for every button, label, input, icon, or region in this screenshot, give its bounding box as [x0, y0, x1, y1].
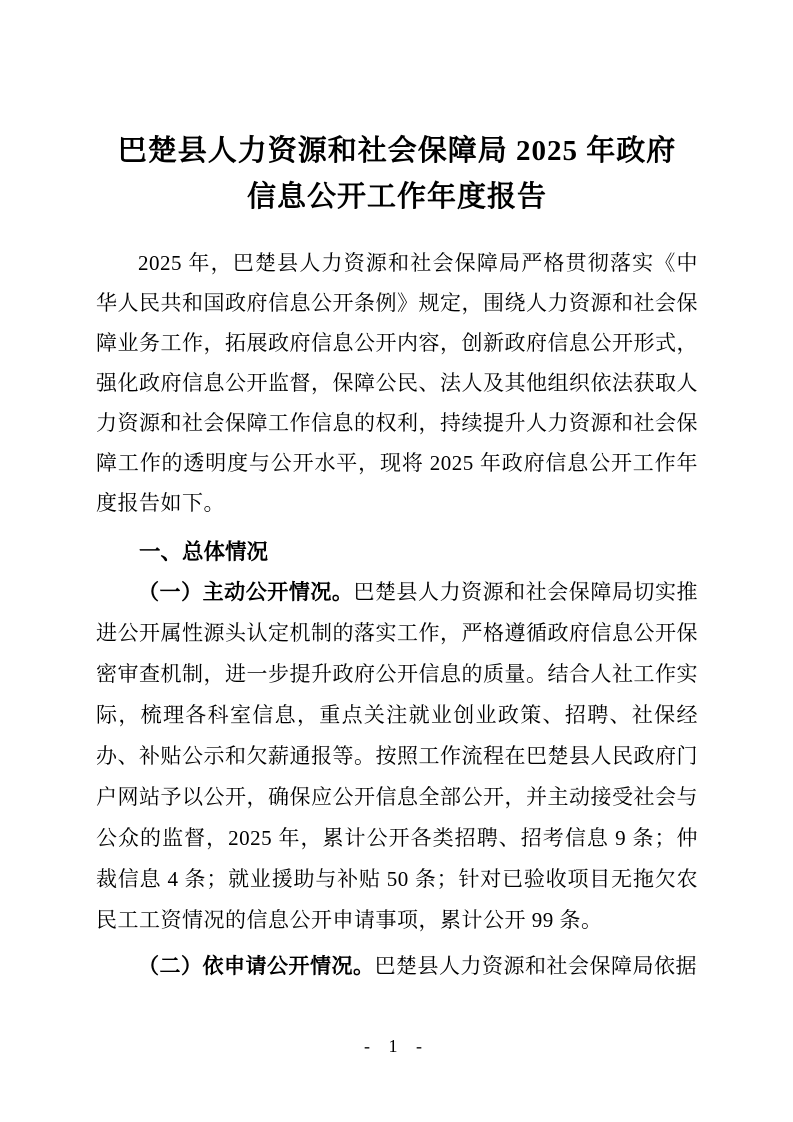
document-title-line-2: 信息公开工作年度报告	[246, 181, 547, 213]
section-1-text: 巴楚县人力资源和社会保障局切实推进公开属性源头认定机制的落实工作，严格遵循政府信息公开保密审查机制，进一步提升政府公开信息的质量。结合人社工作实际，梳理各科室信息，重点关注就业创业政策、招聘、社保经办、补贴公示和欠薪通报等。按照工作流程在巴楚县人民政府门户网站予以公开，确保应公开信息全部公开，并主动接受社会与公众的监督，2025 年，累计公开各类招聘、招考信息 9 条；仲裁信息 4 条；就业援助与补贴 50 条；针对已验收项目无拖欠农民工工资情况的信息公开申请事项，累计公开 99 条。	[96, 580, 699, 932]
document-title	[96, 128, 698, 220]
section-2-lead: （二）依申请公开情况。	[138, 954, 375, 978]
intro-paragraph: 2025 年，巴楚县人力资源和社会保障局严格贯彻落实《中华人民共和国政府信息公开条例》规定，围绕人力资源和社会保障业务工作，拓展政府信息公开内容，创新政府信息公开形式，强化政府信息公开监督，保障公民、法人及其他组织依法获取人力资源和社会保障工作信息的权利，持续提升人力资源和社会保障工作的透明度与公开水平，现将 2025 年政府信息公开工作年度报告如下。	[96, 251, 698, 515]
section-2-text: 巴楚县人力资源和社会保障局依据	[374, 954, 697, 978]
section-1-lead: （一）主动公开情况。	[138, 580, 354, 604]
document-title-line-1: 巴楚县人力资源和社会保障局 2025 年政府	[117, 135, 677, 167]
page-number: - 1 -	[364, 1036, 429, 1056]
paragraph-section-1	[96, 572, 698, 941]
page-content	[96, 0, 698, 987]
paragraph-section-2	[96, 946, 698, 987]
section-heading-overall: 一、总体情况	[139, 540, 269, 564]
